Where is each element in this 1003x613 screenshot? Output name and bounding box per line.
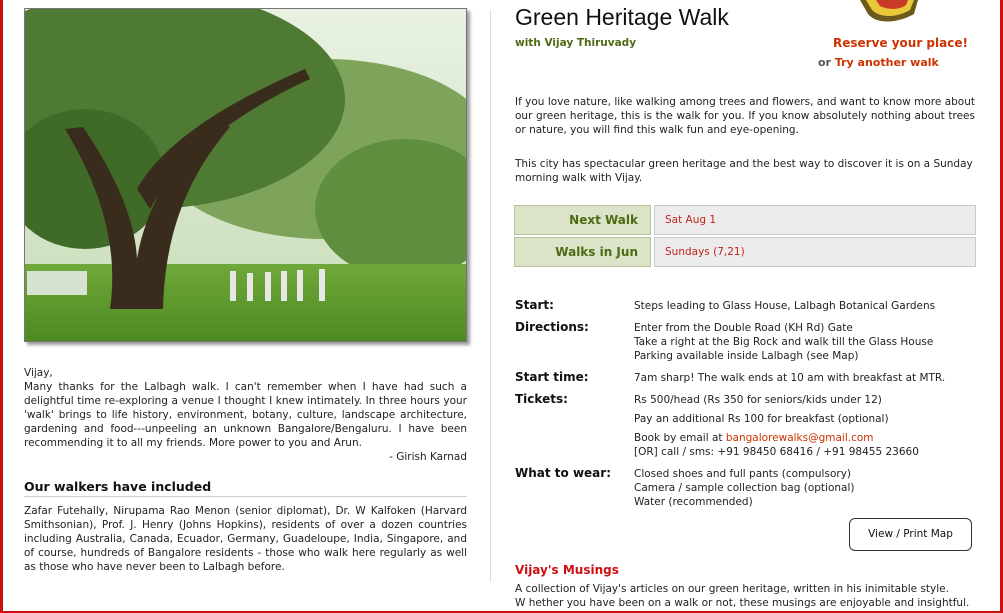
tickets-line: Pay an additional Rs 100 for breakfast (optional): [634, 413, 889, 425]
musings-heading[interactable]: Vijay's Musings: [515, 563, 619, 577]
directions-line: Parking available inside Lalbagh (see Map): [634, 350, 859, 362]
walk-photo: [24, 8, 467, 342]
walkers-heading: Our walkers have included: [24, 479, 212, 494]
tickets-label: Tickets:: [515, 392, 568, 406]
badge-graphic-icon: [856, 0, 918, 24]
try-another-walk-link[interactable]: Try another walk: [834, 56, 939, 69]
testimonial-quote: [24, 366, 467, 450]
schedule-value: Sundays (7,21): [654, 237, 976, 267]
testimonial-greeting: Vijay,: [24, 367, 53, 379]
walkers-text: Zafar Futehally, Nirupama Rao Menon (senior diplomat), Dr. W Kalfoken (Harvard Smithsonian), Prof. J. Henry (Johns Hopkins), residents of over a dozen countries including Australia, Canada, Ecuador, Germany, Guadeloupe, India, Singapore, and of course, hundreds of Bangalore residents - those who walk here regularly as well as those who have never been to Lalbagh before.: [24, 505, 467, 573]
wear-line: Camera / sample collection bag (optional): [634, 482, 855, 494]
another-walk-line: [818, 56, 939, 69]
testimonial-signature: - Girish Karnad: [389, 451, 467, 463]
start-time-label: Start time:: [515, 370, 589, 384]
schedule-value: Sat Aug 1: [654, 205, 976, 235]
schedule-row-next-walk: [514, 205, 976, 235]
guide-subtitle: with Vijay Thiruvady: [515, 37, 637, 49]
musings-line: A collection of Vijay's articles on our green heritage, written in his inimitable style.: [515, 583, 949, 595]
booking-prefix: Book by email at: [634, 432, 726, 444]
booking-line: [634, 431, 979, 445]
intro-paragraph: If you love nature, like walking among trees and flowers, and want to know more about our green heritage, this is the walk for you. If you know absolutely nothing about trees or nature, you will find this walk fun and eye-opening.: [515, 96, 975, 136]
schedule-row-walks-in-month: [514, 237, 976, 267]
testimonial-body: Many thanks for the Lalbagh walk. I can't remember when I have had such a delightful time re-exploring a venue I thought I knew intimately. In three hours your 'walk' brings to life history, environment, botany, culture, landscape architecture, gardening and food---unpeeling an unknown Bangalore/Bengaluru. I have been recommending it to all my friends. More power to you and Arun.: [24, 381, 467, 449]
directions-text: [634, 321, 979, 363]
directions-line: Take a right at the Big Rock and walk till the Glass House: [634, 336, 934, 348]
start-time-text: 7am sharp! The walk ends at 10 am with breakfast at MTR.: [634, 372, 946, 384]
tree-photo-illustration: [25, 9, 466, 341]
schedule-label: Walks in Jun: [514, 237, 651, 267]
view-print-map-button[interactable]: View / Print Map: [849, 518, 972, 551]
email-link[interactable]: bangalorewalks@gmail.com: [725, 432, 874, 444]
schedule-label: Next Walk: [514, 205, 651, 235]
reserve-link[interactable]: Reserve your place!: [833, 36, 968, 50]
tickets-line: Rs 500/head (Rs 350 for seniors/kids under 12): [634, 394, 882, 406]
or-label: or: [818, 56, 831, 69]
wear-line: Water (recommended): [634, 496, 753, 508]
what-to-wear-label: What to wear:: [515, 466, 611, 480]
intro-paragraph-2: This city has spectacular green heritage and the best way to discover it is on a Sunday morning walk with Vijay.: [515, 158, 973, 184]
start-text: Steps leading to Glass House, Lalbagh Botanical Gardens: [634, 300, 936, 312]
musings-text: [515, 582, 985, 610]
start-label: Start:: [515, 298, 554, 312]
column-divider: [490, 10, 491, 582]
directions-line: Enter from the Double Road (KH Rd) Gate: [634, 322, 853, 334]
wear-line: Closed shoes and full pants (compulsory): [634, 468, 851, 480]
page-title: Green Heritage Walk: [515, 4, 729, 30]
booking-phone: [OR] call / sms: +91 98450 68416 / +91 98455 23660: [634, 446, 919, 458]
what-to-wear-text: [634, 467, 979, 509]
musings-line: W hether you have been on a walk or not, these musings are enjoyable and insightful.: [515, 597, 970, 609]
divider: [24, 496, 467, 497]
directions-label: Directions:: [515, 320, 589, 334]
